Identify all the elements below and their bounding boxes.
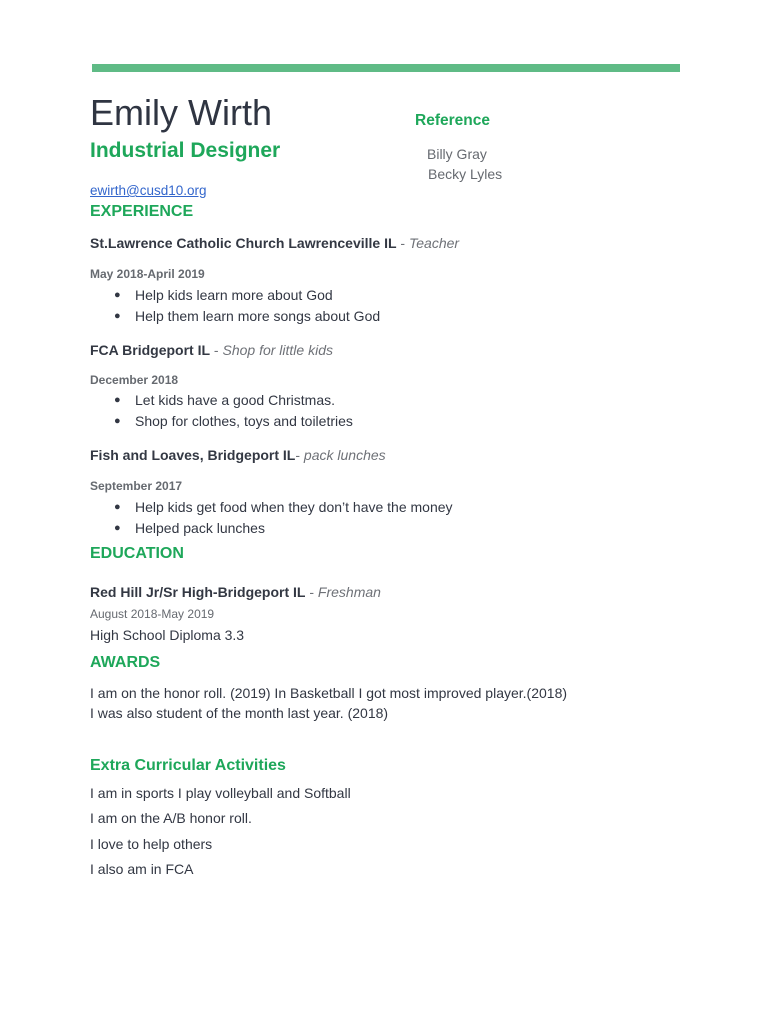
reference-name: Becky Lyles <box>428 166 503 182</box>
job-date: September 2017 <box>90 479 183 493</box>
school-name: Red Hill Jr/Sr High-Bridgeport IL <box>90 584 306 600</box>
activities-heading: Extra Curricular Activities <box>90 757 286 774</box>
education-heading: EDUCATION <box>90 545 184 562</box>
school-line <box>90 584 381 600</box>
school-date: August 2018-May 2019 <box>90 607 215 621</box>
school-detail: High School Diploma 3.3 <box>90 627 245 643</box>
applicant-name: Emily Wirth <box>90 92 272 133</box>
job-organization: FCA Bridgeport IL <box>90 342 211 358</box>
job-bullets <box>90 497 453 539</box>
activity-item: I love to help others <box>90 836 213 852</box>
job-date: May 2018-April 2019 <box>90 267 205 281</box>
reference-heading: Reference <box>415 112 490 129</box>
job-title-line <box>90 447 386 463</box>
job-organization: St.Lawrence Catholic Church Lawrenceville IL <box>90 235 397 251</box>
awards-text: I am on the honor roll. (2019) In Basketball I got most improved player.(2018) I was also student of the month last year. (2018) <box>90 685 568 721</box>
job-role: Teacher <box>408 235 460 251</box>
school-separator: - <box>305 584 318 600</box>
job-separator: - <box>210 342 223 358</box>
job-separator: - <box>396 235 409 251</box>
activity-item: I also am in FCA <box>90 861 194 877</box>
list-item: ● Help kids learn more about God <box>90 285 380 306</box>
email-link[interactable]: ewirth@cusd10.org <box>90 183 207 198</box>
job-bullets <box>90 285 380 327</box>
job-separator: - <box>295 447 304 463</box>
list-item: ● Help them learn more songs about God <box>90 306 380 327</box>
job-role: pack lunches <box>303 447 386 463</box>
list-item: ● Shop for clothes, toys and toiletries <box>90 411 353 432</box>
activity-item: I am on the A/B honor roll. <box>90 810 252 826</box>
experience-heading: EXPERIENCE <box>90 203 194 220</box>
job-role: Shop for little kids <box>222 342 333 358</box>
list-item: ● Help kids get food when they don’t have the money <box>90 497 453 518</box>
list-item: ● Let kids have a good Christmas. <box>90 390 353 411</box>
job-bullets <box>90 390 353 432</box>
reference-name: Billy Gray <box>427 146 487 162</box>
job-title-line <box>90 342 333 358</box>
school-grade: Freshman <box>317 584 381 600</box>
accent-bar <box>92 64 680 72</box>
job-date: December 2018 <box>90 373 179 387</box>
applicant-title: Industrial Designer <box>90 139 281 162</box>
job-organization: Fish and Loaves, Bridgeport IL <box>90 447 296 463</box>
list-item: ● Helped pack lunches <box>90 518 453 539</box>
job-title-line <box>90 235 459 251</box>
awards-heading: AWARDS <box>90 654 161 671</box>
activity-item: I am in sports I play volleyball and Softball <box>90 785 351 801</box>
